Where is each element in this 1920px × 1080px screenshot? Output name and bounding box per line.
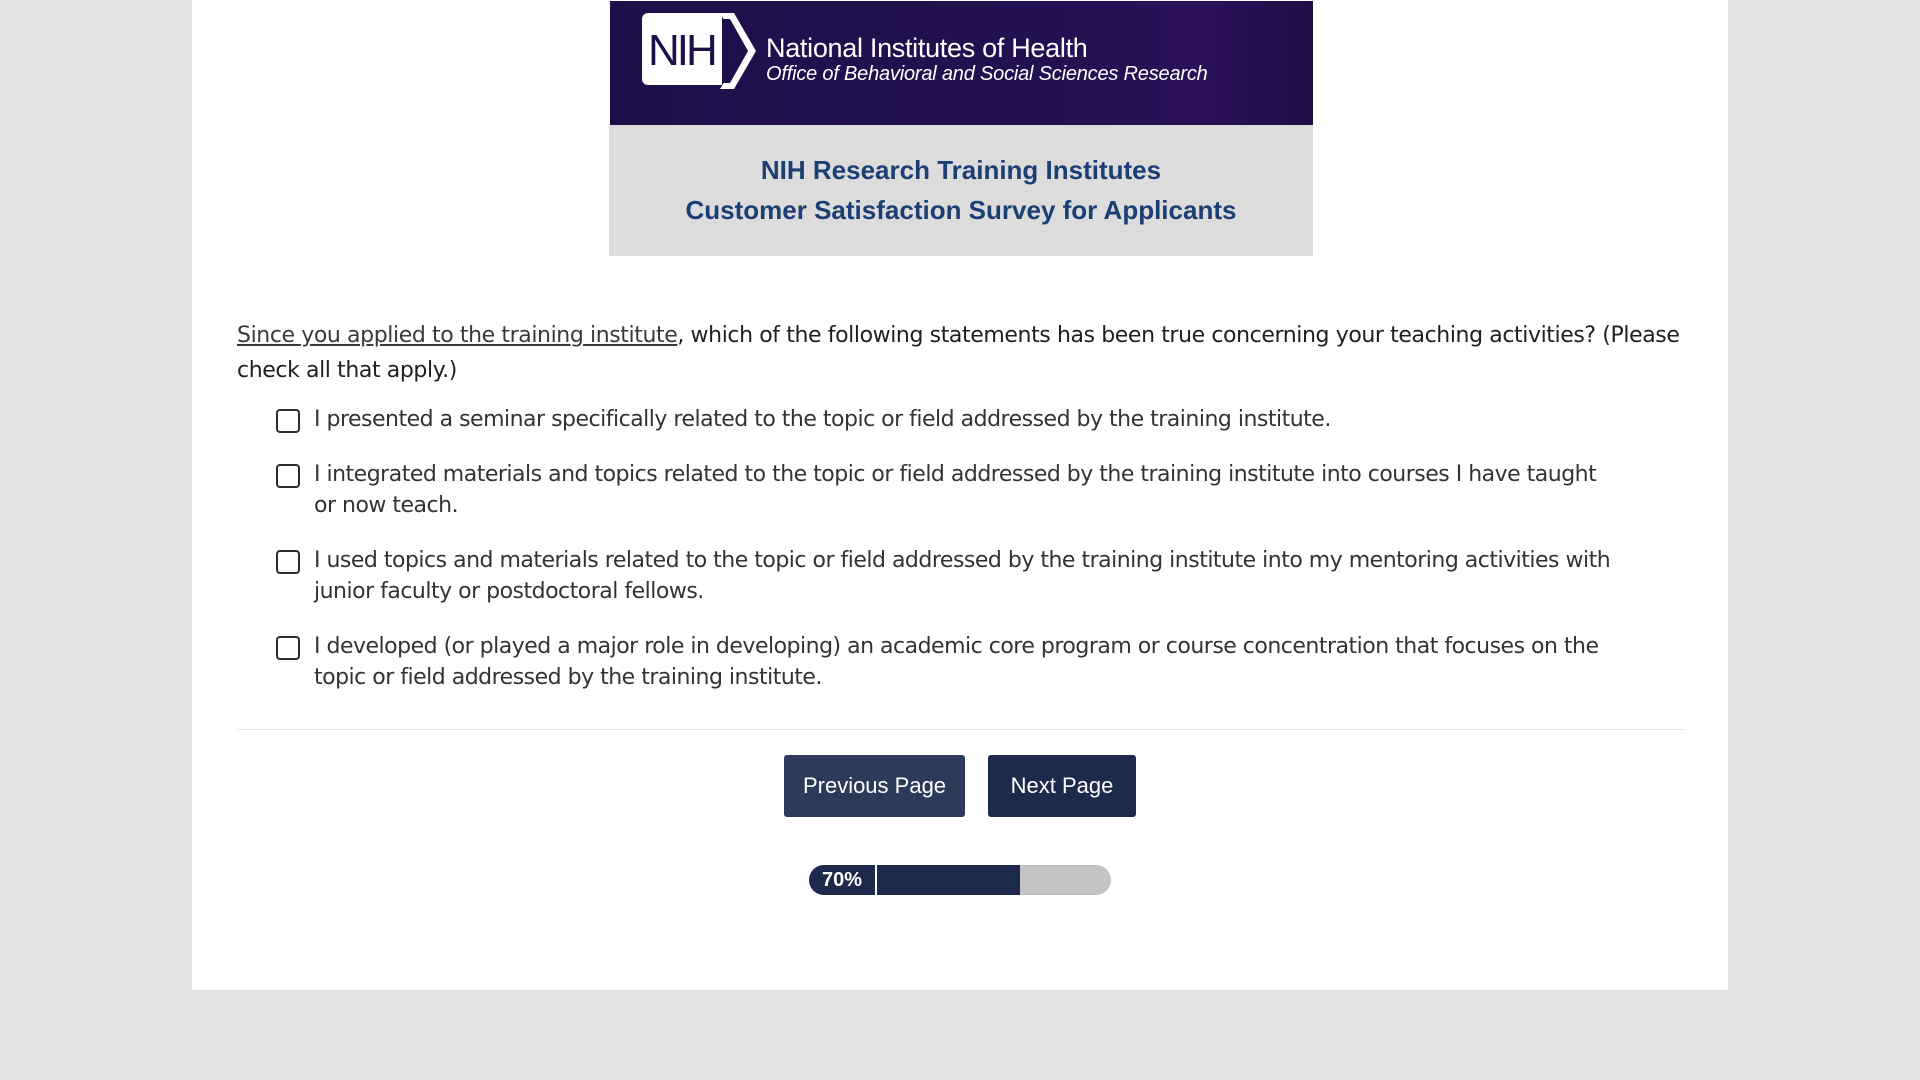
option-3-label[interactable]: I used topics and materials related to the topic or field addressed by the training institute into my mentoring activities with junior faculty or postdoctoral fellows.: [314, 548, 1611, 604]
option-4-label[interactable]: I developed (or played a major role in developing) an academic core program or course concentration that focuses on the topic or field addressed by the training institute.: [314, 634, 1599, 690]
org-name: National Institutes of Health: [766, 33, 1088, 63]
divider: [237, 729, 1684, 730]
progress-label: 70%: [809, 865, 877, 895]
nih-logo-text: NIH: [648, 26, 715, 75]
nih-logo: [642, 13, 722, 85]
previous-page-button[interactable]: Previous Page: [784, 755, 965, 817]
survey-title-box: [609, 125, 1313, 256]
question-lead: Since you applied to the training institute: [237, 323, 678, 348]
option-4-checkbox[interactable]: [276, 636, 300, 660]
question-text: [237, 318, 1697, 388]
progress-bar: [809, 865, 1111, 895]
org-subtitle: Office of Behavioral and Social Sciences Research: [766, 63, 1208, 85]
survey-page: [192, 0, 1728, 990]
survey-title-line1: NIH Research Training Institutes: [760, 155, 1162, 185]
option-2-label[interactable]: I integrated materials and topics related to the topic or field addressed by the training institute into courses I have taught or now teach.: [314, 462, 1597, 518]
option-1-label[interactable]: I presented a seminar specifically related to the topic or field addressed by the training institute.: [314, 407, 1331, 432]
survey-banner: [609, 0, 1313, 256]
option-1-checkbox[interactable]: [276, 409, 300, 433]
option-3-checkbox[interactable]: [276, 550, 300, 574]
option-2-checkbox[interactable]: [276, 464, 300, 488]
survey-title-line2: Customer Satisfaction Survey for Applicants: [685, 195, 1237, 225]
nih-header: [610, 1, 1313, 125]
next-page-button[interactable]: Next Page: [988, 755, 1136, 817]
question-rest: , which of the following statements has been true concerning your teaching activities? (Please check all that apply.): [237, 323, 1680, 383]
nih-logo-chevron-icon: [720, 13, 756, 89]
